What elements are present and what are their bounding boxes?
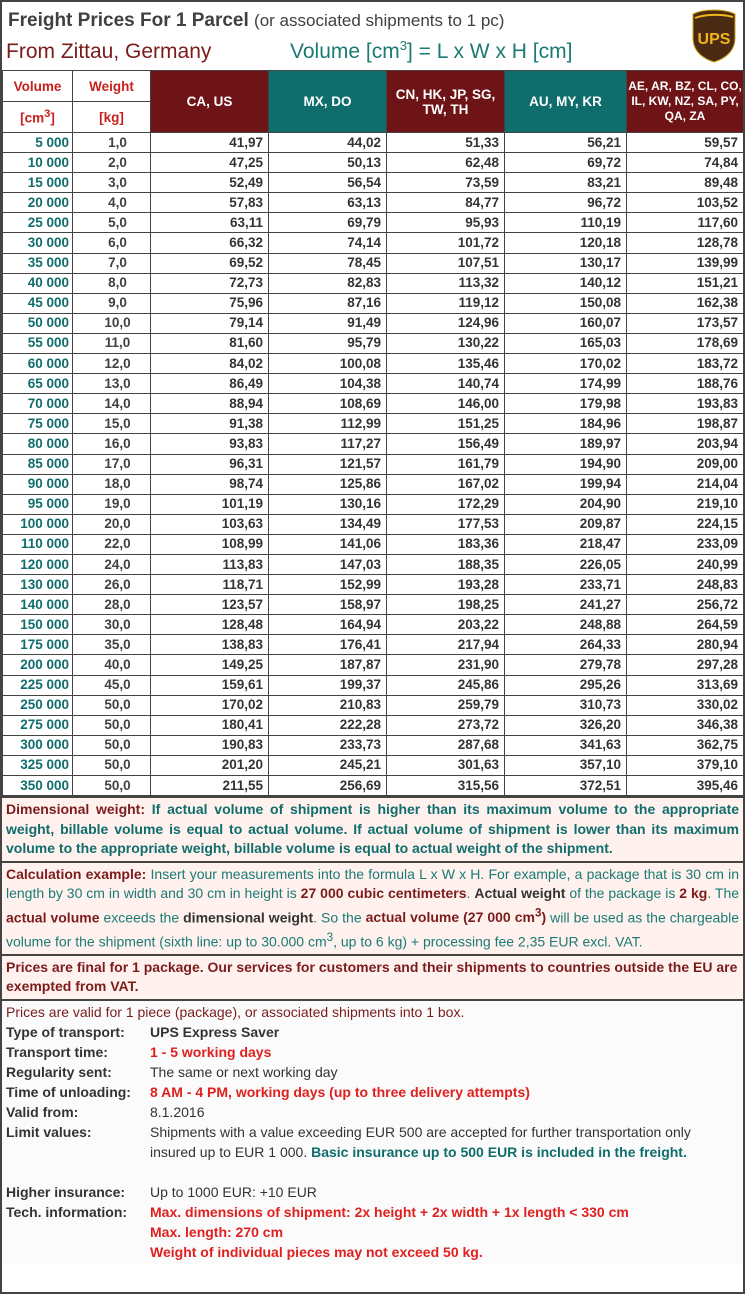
cell-asia: 101,72 bbox=[387, 233, 505, 253]
table-row bbox=[3, 394, 744, 414]
cell-asia: 151,25 bbox=[387, 414, 505, 434]
cell-rest: 240,99 bbox=[627, 554, 744, 574]
cell-rest: 74,84 bbox=[627, 153, 744, 173]
cell-au-my-kr: 218,47 bbox=[505, 534, 627, 554]
cell-mx-do: 245,21 bbox=[269, 755, 387, 775]
cell-au-my-kr: 310,73 bbox=[505, 695, 627, 715]
cell-rest: 128,78 bbox=[627, 233, 744, 253]
cell-ca-us: 96,31 bbox=[151, 454, 269, 474]
cell-vol: 75 000 bbox=[3, 414, 73, 434]
cell-vol: 15 000 bbox=[3, 173, 73, 193]
cell-ca-us: 52,49 bbox=[151, 173, 269, 193]
cell-rest: 162,38 bbox=[627, 293, 744, 313]
cell-asia: 146,00 bbox=[387, 394, 505, 414]
cell-mx-do: 69,79 bbox=[269, 213, 387, 233]
cell-mx-do: 130,16 bbox=[269, 494, 387, 514]
cell-wgt: 45,0 bbox=[73, 675, 151, 695]
table-row bbox=[3, 313, 744, 333]
cell-vol: 325 000 bbox=[3, 755, 73, 775]
cell-asia: 198,25 bbox=[387, 595, 505, 615]
cell-mx-do: 152,99 bbox=[269, 575, 387, 595]
cell-vol: 250 000 bbox=[3, 695, 73, 715]
cell-mx-do: 141,06 bbox=[269, 534, 387, 554]
cell-vol: 150 000 bbox=[3, 615, 73, 635]
cell-asia: 287,68 bbox=[387, 735, 505, 755]
title-subtitle: (or associated shipments to 1 pc) bbox=[254, 11, 505, 30]
table-row bbox=[3, 655, 744, 675]
cell-mx-do: 147,03 bbox=[269, 554, 387, 574]
cell-vol: 30 000 bbox=[3, 233, 73, 253]
cell-ca-us: 98,74 bbox=[151, 474, 269, 494]
calculation-example: Calculation example: Insert your measurements into the formula L x W x H. For example, a package that is 30 cm in length by 30 cm in width and 30 cm in height is 27 000 cubic centimeters. Actual weight of the package is 2 kg. The actual volume exceeds the dimensional weight. So the actual volume (27 000 $cm^3$) will be used as the chargeable volume for the shipment (sixth line: up to 30.000 $cm^3$, up to 6 kg) + processing fee 2,35 EUR excl. VAT. bbox=[2, 861, 743, 954]
table-row bbox=[3, 293, 744, 313]
cell-ca-us: 211,55 bbox=[151, 776, 269, 796]
cell-ca-us: 138,83 bbox=[151, 635, 269, 655]
ups-logo-icon bbox=[691, 8, 737, 64]
table-row bbox=[3, 735, 744, 755]
info-row-limit: Limit values: Shipments with a value exceeding EUR 500 are accepted for further transportation only insured up to EUR 1 000. Basic insurance up to 500 EUR is included in the freight. bbox=[6, 1123, 691, 1160]
dimensional-label: Dimensional weight: bbox=[6, 801, 145, 818]
cell-asia: 107,51 bbox=[387, 253, 505, 273]
cell-asia: 231,90 bbox=[387, 655, 505, 675]
cell-ca-us: 103,63 bbox=[151, 514, 269, 534]
cell-ca-us: 190,83 bbox=[151, 735, 269, 755]
cell-rest: 183,72 bbox=[627, 354, 744, 374]
table-row bbox=[3, 615, 744, 635]
table-row bbox=[3, 354, 744, 374]
table-row bbox=[3, 474, 744, 494]
cell-au-my-kr: 184,96 bbox=[505, 414, 627, 434]
cell-mx-do: 44,02 bbox=[269, 133, 387, 153]
table-row bbox=[3, 675, 744, 695]
cell-wgt: 50,0 bbox=[73, 776, 151, 796]
cell-au-my-kr: 226,05 bbox=[505, 554, 627, 574]
page-title bbox=[8, 10, 504, 32]
cell-wgt: 22,0 bbox=[73, 534, 151, 554]
info-row-regularity: Regularity sent: The same or next working day bbox=[6, 1063, 338, 1080]
cell-ca-us: 91,38 bbox=[151, 414, 269, 434]
cell-rest: 297,28 bbox=[627, 655, 744, 675]
volume-formula: Volume $[cm^3] = L$ x W x H [cm] bbox=[290, 38, 573, 63]
weight-header: Weight bbox=[73, 71, 151, 102]
cell-asia: 95,93 bbox=[387, 213, 505, 233]
cell-rest: 139,99 bbox=[627, 253, 744, 273]
cell-vol: 55 000 bbox=[3, 333, 73, 353]
cell-rest: 264,59 bbox=[627, 615, 744, 635]
cell-vol: 95 000 bbox=[3, 494, 73, 514]
cell-asia: 135,46 bbox=[387, 354, 505, 374]
cell-wgt: 10,0 bbox=[73, 313, 151, 333]
cell-wgt: 50,0 bbox=[73, 735, 151, 755]
cell-ca-us: 84,02 bbox=[151, 354, 269, 374]
cell-wgt: 8,0 bbox=[73, 273, 151, 293]
cell-wgt: 15,0 bbox=[73, 414, 151, 434]
table-row bbox=[3, 213, 744, 233]
cell-au-my-kr: 357,10 bbox=[505, 755, 627, 775]
table-row bbox=[3, 755, 744, 775]
cell-au-my-kr: 179,98 bbox=[505, 394, 627, 414]
zone-header-mx-do: MX, DO bbox=[269, 71, 387, 133]
cell-rest: 280,94 bbox=[627, 635, 744, 655]
cell-wgt: 14,0 bbox=[73, 394, 151, 414]
table-row bbox=[3, 333, 744, 353]
cell-asia: 188,35 bbox=[387, 554, 505, 574]
table-row bbox=[3, 253, 744, 273]
cell-au-my-kr: 209,87 bbox=[505, 514, 627, 534]
cell-asia: 172,29 bbox=[387, 494, 505, 514]
cell-ca-us: 79,14 bbox=[151, 313, 269, 333]
cell-rest: 233,09 bbox=[627, 534, 744, 554]
dimensional-text: If actual volume of shipment is higher than its maximum volume to the appropriate weight, billable volume is equal to actual volume. If actual volume of shipment is lower than its maximum volume to the appropriate weight, billable volume is equal to actual weight of the shipment. bbox=[6, 801, 740, 857]
cell-ca-us: 69,52 bbox=[151, 253, 269, 273]
cell-mx-do: 91,49 bbox=[269, 313, 387, 333]
cell-rest: 219,10 bbox=[627, 494, 744, 514]
cell-mx-do: 125,86 bbox=[269, 474, 387, 494]
cell-rest: 209,00 bbox=[627, 454, 744, 474]
cell-rest: 214,04 bbox=[627, 474, 744, 494]
table-row bbox=[3, 554, 744, 574]
cell-wgt: 24,0 bbox=[73, 554, 151, 574]
cell-au-my-kr: 69,72 bbox=[505, 153, 627, 173]
cell-ca-us: 128,48 bbox=[151, 615, 269, 635]
volume-unit-header: $[cm^3]$ bbox=[3, 102, 73, 133]
cell-wgt: 18,0 bbox=[73, 474, 151, 494]
cell-rest: 379,10 bbox=[627, 755, 744, 775]
cell-au-my-kr: 241,27 bbox=[505, 595, 627, 615]
final-price-note: Prices are final for 1 package. Our services for customers and their shipments to countries outside the EU are exempted from VAT. bbox=[2, 954, 743, 999]
table-row bbox=[3, 776, 744, 796]
cell-wgt: 3,0 bbox=[73, 173, 151, 193]
cell-ca-us: 180,41 bbox=[151, 715, 269, 735]
cell-vol: 35 000 bbox=[3, 253, 73, 273]
cell-vol: 275 000 bbox=[3, 715, 73, 735]
cell-mx-do: 63,13 bbox=[269, 193, 387, 213]
cell-asia: 156,49 bbox=[387, 434, 505, 454]
cell-asia: 273,72 bbox=[387, 715, 505, 735]
zone-header-au-my-kr: AU, MY, KR bbox=[505, 71, 627, 133]
table-row bbox=[3, 454, 744, 474]
cell-ca-us: 159,61 bbox=[151, 675, 269, 695]
cell-asia: 259,79 bbox=[387, 695, 505, 715]
cell-wgt: 50,0 bbox=[73, 695, 151, 715]
cell-asia: 301,63 bbox=[387, 755, 505, 775]
table-row bbox=[3, 414, 744, 434]
cell-wgt: 30,0 bbox=[73, 615, 151, 635]
cell-mx-do: 164,94 bbox=[269, 615, 387, 635]
table-row bbox=[3, 575, 744, 595]
cell-au-my-kr: 248,88 bbox=[505, 615, 627, 635]
cell-ca-us: 101,19 bbox=[151, 494, 269, 514]
cell-wgt: 5,0 bbox=[73, 213, 151, 233]
cell-au-my-kr: 170,02 bbox=[505, 354, 627, 374]
cell-ca-us: 170,02 bbox=[151, 695, 269, 715]
cell-vol: 50 000 bbox=[3, 313, 73, 333]
cell-ca-us: 118,71 bbox=[151, 575, 269, 595]
cell-mx-do: 117,27 bbox=[269, 434, 387, 454]
cell-au-my-kr: 189,97 bbox=[505, 434, 627, 454]
info-row-transport-type: Type of transport: UPS Express Saver bbox=[6, 1023, 280, 1040]
cell-wgt: 16,0 bbox=[73, 434, 151, 454]
cell-mx-do: 199,37 bbox=[269, 675, 387, 695]
rate-table bbox=[2, 70, 744, 796]
cell-asia: 119,12 bbox=[387, 293, 505, 313]
cell-vol: 10 000 bbox=[3, 153, 73, 173]
cell-au-my-kr: 341,63 bbox=[505, 735, 627, 755]
cell-wgt: 26,0 bbox=[73, 575, 151, 595]
cell-asia: 315,56 bbox=[387, 776, 505, 796]
cell-vol: 80 000 bbox=[3, 434, 73, 454]
cell-wgt: 12,0 bbox=[73, 354, 151, 374]
cell-rest: 224,15 bbox=[627, 514, 744, 534]
cell-vol: 40 000 bbox=[3, 273, 73, 293]
title-text: Freight Prices For 1 Parcel bbox=[8, 10, 249, 31]
cell-ca-us: 63,11 bbox=[151, 213, 269, 233]
table-row bbox=[3, 233, 744, 253]
cell-vol: 130 000 bbox=[3, 575, 73, 595]
cell-au-my-kr: 174,99 bbox=[505, 374, 627, 394]
cell-asia: 124,96 bbox=[387, 313, 505, 333]
cell-rest: 248,83 bbox=[627, 575, 744, 595]
cell-au-my-kr: 83,21 bbox=[505, 173, 627, 193]
cell-mx-do: 50,13 bbox=[269, 153, 387, 173]
cell-asia: 140,74 bbox=[387, 374, 505, 394]
cell-wgt: 50,0 bbox=[73, 715, 151, 735]
zone-header-asia: CN, HK, JP, SG, TW, TH bbox=[387, 71, 505, 133]
cell-vol: 140 000 bbox=[3, 595, 73, 615]
volume-header: Volume bbox=[3, 71, 73, 102]
cell-ca-us: 113,83 bbox=[151, 554, 269, 574]
table-row bbox=[3, 635, 744, 655]
cell-mx-do: 187,87 bbox=[269, 655, 387, 675]
cell-vol: 60 000 bbox=[3, 354, 73, 374]
table-row bbox=[3, 173, 744, 193]
cell-rest: 362,75 bbox=[627, 735, 744, 755]
cell-ca-us: 57,83 bbox=[151, 193, 269, 213]
cell-wgt: 20,0 bbox=[73, 514, 151, 534]
cell-asia: 177,53 bbox=[387, 514, 505, 534]
cell-ca-us: 201,20 bbox=[151, 755, 269, 775]
cell-wgt: 4,0 bbox=[73, 193, 151, 213]
cell-vol: 20 000 bbox=[3, 193, 73, 213]
cell-wgt: 17,0 bbox=[73, 454, 151, 474]
cell-asia: 73,59 bbox=[387, 173, 505, 193]
cell-ca-us: 108,99 bbox=[151, 534, 269, 554]
cell-rest: 313,69 bbox=[627, 675, 744, 695]
cell-rest: 256,72 bbox=[627, 595, 744, 615]
cell-rest: 203,94 bbox=[627, 434, 744, 454]
table-row bbox=[3, 153, 744, 173]
table-row bbox=[3, 374, 744, 394]
cell-au-my-kr: 110,19 bbox=[505, 213, 627, 233]
cell-vol: 65 000 bbox=[3, 374, 73, 394]
cell-wgt: 40,0 bbox=[73, 655, 151, 675]
cell-vol: 120 000 bbox=[3, 554, 73, 574]
cell-ca-us: 75,96 bbox=[151, 293, 269, 313]
table-row bbox=[3, 193, 744, 213]
cell-au-my-kr: 264,33 bbox=[505, 635, 627, 655]
cell-ca-us: 72,73 bbox=[151, 273, 269, 293]
cell-mx-do: 112,99 bbox=[269, 414, 387, 434]
table-row bbox=[3, 534, 744, 554]
cell-wgt: 50,0 bbox=[73, 755, 151, 775]
cell-au-my-kr: 140,12 bbox=[505, 273, 627, 293]
table-row bbox=[3, 695, 744, 715]
cell-vol: 70 000 bbox=[3, 394, 73, 414]
cell-au-my-kr: 165,03 bbox=[505, 333, 627, 353]
cell-rest: 178,69 bbox=[627, 333, 744, 353]
cell-rest: 395,46 bbox=[627, 776, 744, 796]
cell-mx-do: 104,38 bbox=[269, 374, 387, 394]
cell-mx-do: 158,97 bbox=[269, 595, 387, 615]
cell-vol: 300 000 bbox=[3, 735, 73, 755]
cell-wgt: 11,0 bbox=[73, 333, 151, 353]
cell-asia: 113,32 bbox=[387, 273, 505, 293]
cell-vol: 5 000 bbox=[3, 133, 73, 153]
cell-mx-do: 108,69 bbox=[269, 394, 387, 414]
info-row-tech: Tech. information: Max. dimensions of shipment: 2x height + 2x width + 1x length < 330 cm Max. length: 270 cm Weight of individual pieces may not exceed 50 kg. bbox=[6, 1203, 629, 1260]
cell-au-my-kr: 233,71 bbox=[505, 575, 627, 595]
cell-rest: 346,38 bbox=[627, 715, 744, 735]
cell-mx-do: 121,57 bbox=[269, 454, 387, 474]
cell-mx-do: 256,69 bbox=[269, 776, 387, 796]
cell-rest: 193,83 bbox=[627, 394, 744, 414]
rate-body bbox=[3, 133, 744, 796]
cell-au-my-kr: 150,08 bbox=[505, 293, 627, 313]
cell-asia: 51,33 bbox=[387, 133, 505, 153]
cell-mx-do: 100,08 bbox=[269, 354, 387, 374]
zone-header-rest: AE, AR, BZ, CL, CO, IL, KW, NZ, SA, PY, QA, ZA bbox=[627, 71, 744, 133]
cell-asia: 161,79 bbox=[387, 454, 505, 474]
cell-asia: 84,77 bbox=[387, 193, 505, 213]
table-row bbox=[3, 133, 744, 153]
cell-au-my-kr: 279,78 bbox=[505, 655, 627, 675]
validity-note: Prices are valid for 1 piece (package), or associated shipments into 1 box. bbox=[6, 1003, 465, 1020]
cell-mx-do: 95,79 bbox=[269, 333, 387, 353]
table-row bbox=[3, 434, 744, 454]
cell-rest: 151,21 bbox=[627, 273, 744, 293]
cell-mx-do: 74,14 bbox=[269, 233, 387, 253]
cell-asia: 183,36 bbox=[387, 534, 505, 554]
cell-wgt: 1,0 bbox=[73, 133, 151, 153]
cell-ca-us: 47,25 bbox=[151, 153, 269, 173]
cell-au-my-kr: 160,07 bbox=[505, 313, 627, 333]
cell-rest: 89,48 bbox=[627, 173, 744, 193]
zone-header-ca-us: CA, US bbox=[151, 71, 269, 133]
cell-ca-us: 123,57 bbox=[151, 595, 269, 615]
cell-mx-do: 233,73 bbox=[269, 735, 387, 755]
logo-text: UPS bbox=[697, 31, 731, 48]
cell-au-my-kr: 372,51 bbox=[505, 776, 627, 796]
cell-vol: 90 000 bbox=[3, 474, 73, 494]
table-row bbox=[3, 595, 744, 615]
cell-rest: 188,76 bbox=[627, 374, 744, 394]
cell-vol: 100 000 bbox=[3, 514, 73, 534]
cell-asia: 203,22 bbox=[387, 615, 505, 635]
cell-rest: 198,87 bbox=[627, 414, 744, 434]
cell-rest: 117,60 bbox=[627, 213, 744, 233]
cell-au-my-kr: 120,18 bbox=[505, 233, 627, 253]
origin-label: From Zittau, Germany bbox=[6, 40, 212, 63]
weight-unit-header: [kg] bbox=[73, 102, 151, 133]
cell-asia: 217,94 bbox=[387, 635, 505, 655]
cell-au-my-kr: 56,21 bbox=[505, 133, 627, 153]
cell-au-my-kr: 96,72 bbox=[505, 193, 627, 213]
table-row bbox=[3, 514, 744, 534]
cell-mx-do: 134,49 bbox=[269, 514, 387, 534]
info-row-insurance: Higher insurance: Up to 1000 EUR: +10 EUR bbox=[6, 1183, 317, 1200]
table-row bbox=[3, 494, 744, 514]
cell-asia: 62,48 bbox=[387, 153, 505, 173]
cell-rest: 59,57 bbox=[627, 133, 744, 153]
cell-mx-do: 82,83 bbox=[269, 273, 387, 293]
info-row-unloading: Time of unloading: 8 AM - 4 PM, working days (up to three delivery attempts) bbox=[6, 1083, 530, 1100]
cell-au-my-kr: 204,90 bbox=[505, 494, 627, 514]
table-row bbox=[3, 715, 744, 735]
cell-vol: 175 000 bbox=[3, 635, 73, 655]
cell-au-my-kr: 199,94 bbox=[505, 474, 627, 494]
cell-mx-do: 78,45 bbox=[269, 253, 387, 273]
cell-ca-us: 93,83 bbox=[151, 434, 269, 454]
cell-vol: 25 000 bbox=[3, 213, 73, 233]
cell-wgt: 9,0 bbox=[73, 293, 151, 313]
cell-wgt: 6,0 bbox=[73, 233, 151, 253]
cell-vol: 45 000 bbox=[3, 293, 73, 313]
cell-wgt: 7,0 bbox=[73, 253, 151, 273]
cell-rest: 330,02 bbox=[627, 695, 744, 715]
cell-wgt: 2,0 bbox=[73, 153, 151, 173]
cell-mx-do: 222,28 bbox=[269, 715, 387, 735]
shipping-info bbox=[2, 999, 743, 1264]
info-row-valid-from: Valid from: 8.1.2016 bbox=[6, 1103, 205, 1120]
info-row-transport-time: Transport time: 1 - 5 working days bbox=[6, 1043, 272, 1060]
cell-asia: 193,28 bbox=[387, 575, 505, 595]
header bbox=[2, 2, 743, 70]
cell-ca-us: 88,94 bbox=[151, 394, 269, 414]
cell-vol: 85 000 bbox=[3, 454, 73, 474]
cell-vol: 350 000 bbox=[3, 776, 73, 796]
cell-rest: 103,52 bbox=[627, 193, 744, 213]
cell-ca-us: 41,97 bbox=[151, 133, 269, 153]
cell-ca-us: 66,32 bbox=[151, 233, 269, 253]
cell-asia: 245,86 bbox=[387, 675, 505, 695]
cell-wgt: 28,0 bbox=[73, 595, 151, 615]
cell-wgt: 13,0 bbox=[73, 374, 151, 394]
cell-wgt: 35,0 bbox=[73, 635, 151, 655]
cell-au-my-kr: 130,17 bbox=[505, 253, 627, 273]
cell-au-my-kr: 326,20 bbox=[505, 715, 627, 735]
cell-vol: 110 000 bbox=[3, 534, 73, 554]
cell-asia: 130,22 bbox=[387, 333, 505, 353]
cell-mx-do: 210,83 bbox=[269, 695, 387, 715]
cell-au-my-kr: 194,90 bbox=[505, 454, 627, 474]
cell-wgt: 19,0 bbox=[73, 494, 151, 514]
cell-asia: 167,02 bbox=[387, 474, 505, 494]
dimensional-weight-note bbox=[2, 796, 743, 861]
cell-mx-do: 56,54 bbox=[269, 173, 387, 193]
cell-ca-us: 86,49 bbox=[151, 374, 269, 394]
cell-ca-us: 149,25 bbox=[151, 655, 269, 675]
cell-vol: 225 000 bbox=[3, 675, 73, 695]
cell-au-my-kr: 295,26 bbox=[505, 675, 627, 695]
cell-rest: 173,57 bbox=[627, 313, 744, 333]
cell-ca-us: 81,60 bbox=[151, 333, 269, 353]
table-row bbox=[3, 273, 744, 293]
cell-vol: 200 000 bbox=[3, 655, 73, 675]
cell-mx-do: 87,16 bbox=[269, 293, 387, 313]
cell-mx-do: 176,41 bbox=[269, 635, 387, 655]
